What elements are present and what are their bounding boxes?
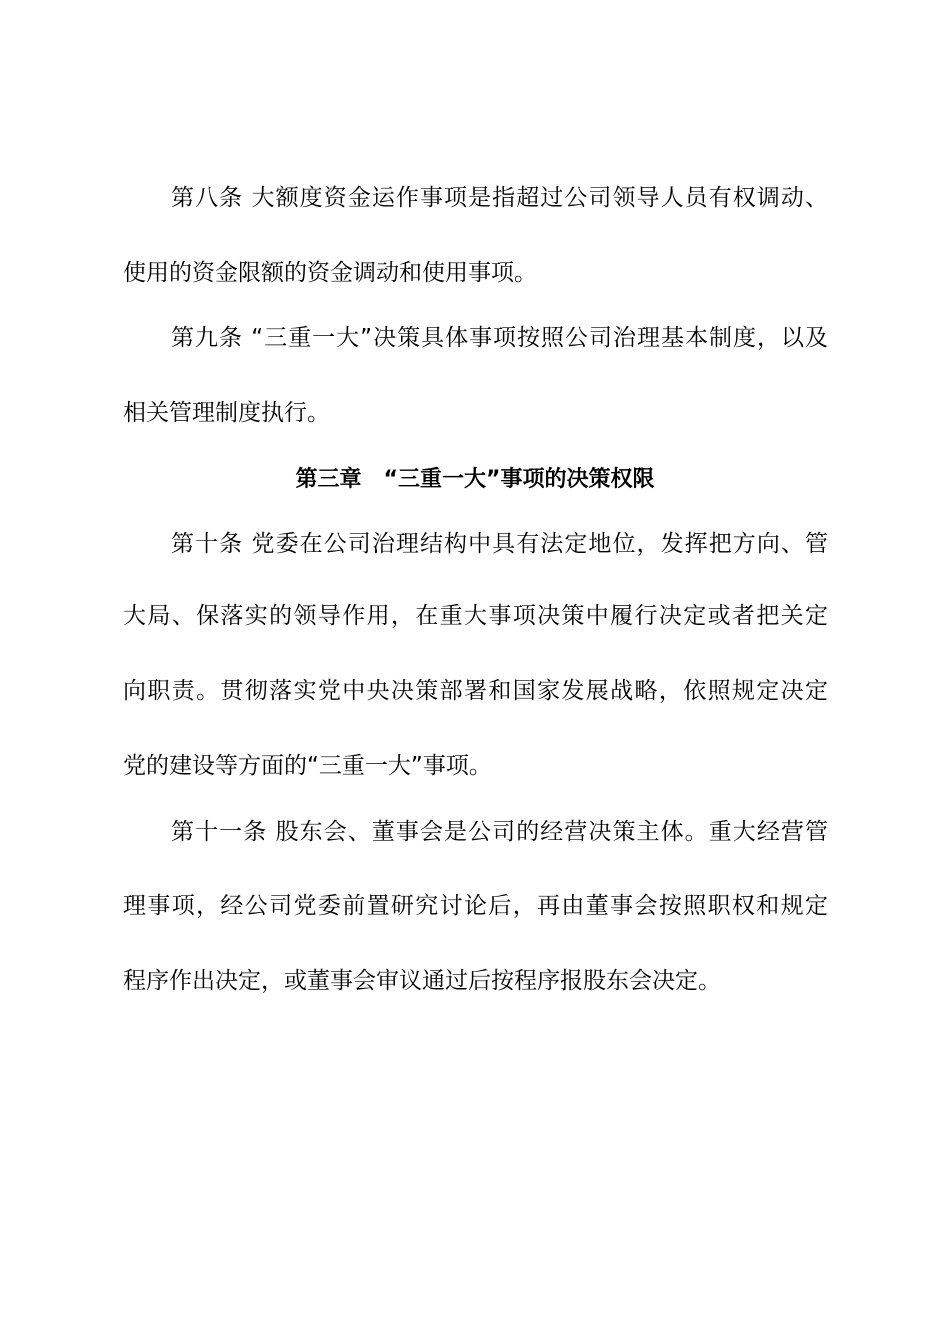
article-9-line-2: 相关管理制度执行。 [123,400,330,426]
article-11-line-3: 程序作出决定，或董事会审议通过后按程序报股东会决定。 [123,968,721,994]
article-11-line-2: 理事项，经公司党委前置研究讨论后，再由董事会按照职权和规定 [123,893,828,919]
article-9-line-1: 第九条 “三重一大”决策具体事项按照公司治理基本制度，以及 [171,325,828,351]
article-10-line-1: 第十条 党委在公司治理结构中具有法定地位，发挥把方向、管 [171,531,828,557]
article-8-line-1: 第八条 大额度资金运作事项是指超过公司领导人员有权调动、 [171,185,828,211]
article-11-line-1: 第十一条 股东会、董事会是公司的经营决策主体。重大经营管 [171,819,828,845]
article-10-line-2: 大局、保落实的领导作用，在重大事项决策中履行决定或者把关定 [123,603,828,629]
article-10-line-3: 向职责。贯彻落实党中央决策部署和国家发展战略，依照规定决定 [123,678,828,704]
article-10-line-4: 党的建设等方面的“三重一大”事项。 [123,753,492,779]
article-8-line-2: 使用的资金限额的资金调动和使用事项。 [123,260,537,286]
chapter-3-heading: 第三章 “三重一大”事项的决策权限 [295,467,655,492]
